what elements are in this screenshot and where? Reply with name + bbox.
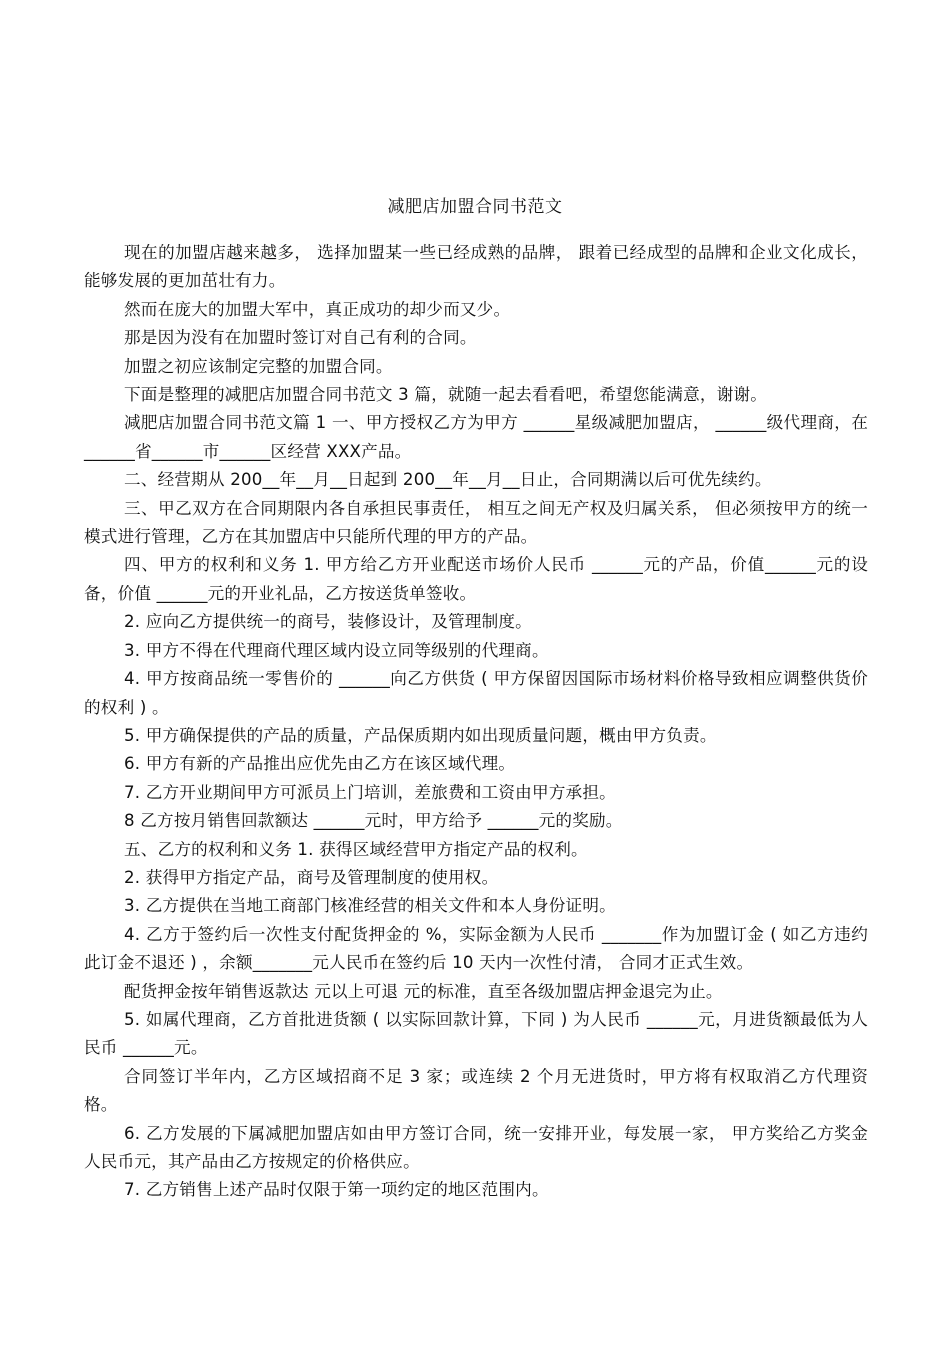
paragraph: 6. 甲方有新的产品推出应优先由乙方在该区域代理。	[124, 754, 516, 774]
paragraph: 5. 如属代理商，乙方首批进货额 ( 以实际回款计算，下同 ) 为人民币 ______元，月进货额最低为人民币 ______元。	[84, 1009, 868, 1058]
paragraph: 二、经营期从 200__年__月__日起到 200__年__月__日止，合同期满以后可优先续约。	[124, 470, 772, 490]
paragraph: 4. 乙方于签约后一次性支付配货押金的 %，实际金额为人民币 _______作为加盟订金 ( 如乙方违约此订金不退还 ) ，余额_______元人民币在签约后 10 天内一次性付清， 合同才正式生效。	[84, 924, 868, 973]
paragraph: 2. 应向乙方提供统一的商号，装修设计，及管理制度。	[124, 612, 532, 632]
paragraph: 3. 甲方不得在代理商代理区域内设立同等级别的代理商。	[124, 640, 549, 660]
paragraph: 现在的加盟店越来越多， 选择加盟某一些已经成熟的品牌， 跟着已经成型的品牌和企业文化成长，能够发展的更加茁壮有力。	[84, 243, 868, 291]
paragraph: 减肥店加盟合同书范文篇 1 一、甲方授权乙方为甲方 ______星级减肥加盟店， ______级代理商，在 ______省______市______区经营 XXX产品。	[84, 413, 868, 461]
paragraph: 5. 甲方确保提供的产品的质量，产品保质期内如出现质量问题，概由甲方负责。	[124, 725, 717, 745]
paragraph: 配货押金按年销售返款达 元以上可退 元的标准，直至各级加盟店押金退完为止。	[124, 981, 723, 1001]
paragraph: 那是因为没有在加盟时签订对自己有利的合同。	[124, 328, 477, 348]
document-body	[84, 239, 868, 1205]
paragraph: 三、甲乙双方在合同期限内各自承担民事责任， 相互之间无产权及归属关系， 但必须按甲方的统一模式进行管理，乙方在其加盟店中只能所代理的甲方的产品。	[84, 498, 868, 547]
paragraph: 合同签订半年内，乙方区域招商不足 3 家；或连续 2 个月无进货时，甲方将有权取消乙方代理资格。	[84, 1066, 868, 1115]
paragraph: 五、乙方的权利和义务 1. 获得区域经营甲方指定产品的权利。	[124, 839, 588, 859]
document-title: 减肥店加盟合同书范文	[387, 197, 563, 217]
paragraph: 7. 乙方销售上述产品时仅限于第一项约定的地区范围内。	[124, 1180, 549, 1200]
paragraph: 2. 获得甲方指定产品，商号及管理制度的使用权。	[124, 867, 499, 887]
paragraph: 四、甲方的权利和义务 1. 甲方给乙方开业配送市场价人民币 ______元的产品，价值______元的设备，价值 ______元的开业礼品，乙方按送货单签收。	[84, 555, 868, 603]
paragraph: 8 乙方按月销售回款额达 ______元时，甲方给予 ______元的奖励。	[124, 811, 623, 831]
paragraph: 7. 乙方开业期间甲方可派员上门培训，差旅费和工资由甲方承担。	[124, 782, 616, 802]
paragraph: 6. 乙方发展的下属减肥加盟店如由甲方签订合同，统一安排开业，每发展一家， 甲方奖给乙方奖金人民币元，其产品由乙方按规定的价格供应。	[84, 1123, 868, 1171]
paragraph: 4. 甲方按商品统一零售价的 ______向乙方供货 ( 甲方保留因国际市场材料价格导致相应调整供货价的权利 ) 。	[84, 669, 868, 717]
paragraph: 下面是整理的减肥店加盟合同书范文 3 篇，就随一起去看看吧，希望您能满意，谢谢。	[124, 385, 768, 405]
paragraph: 然而在庞大的加盟大军中，真正成功的却少而又少。	[124, 299, 511, 319]
paragraph: 加盟之初应该制定完整的加盟合同。	[124, 356, 393, 376]
paragraph: 3. 乙方提供在当地工商部门核准经营的相关文件和本人身份证明。	[124, 896, 616, 916]
